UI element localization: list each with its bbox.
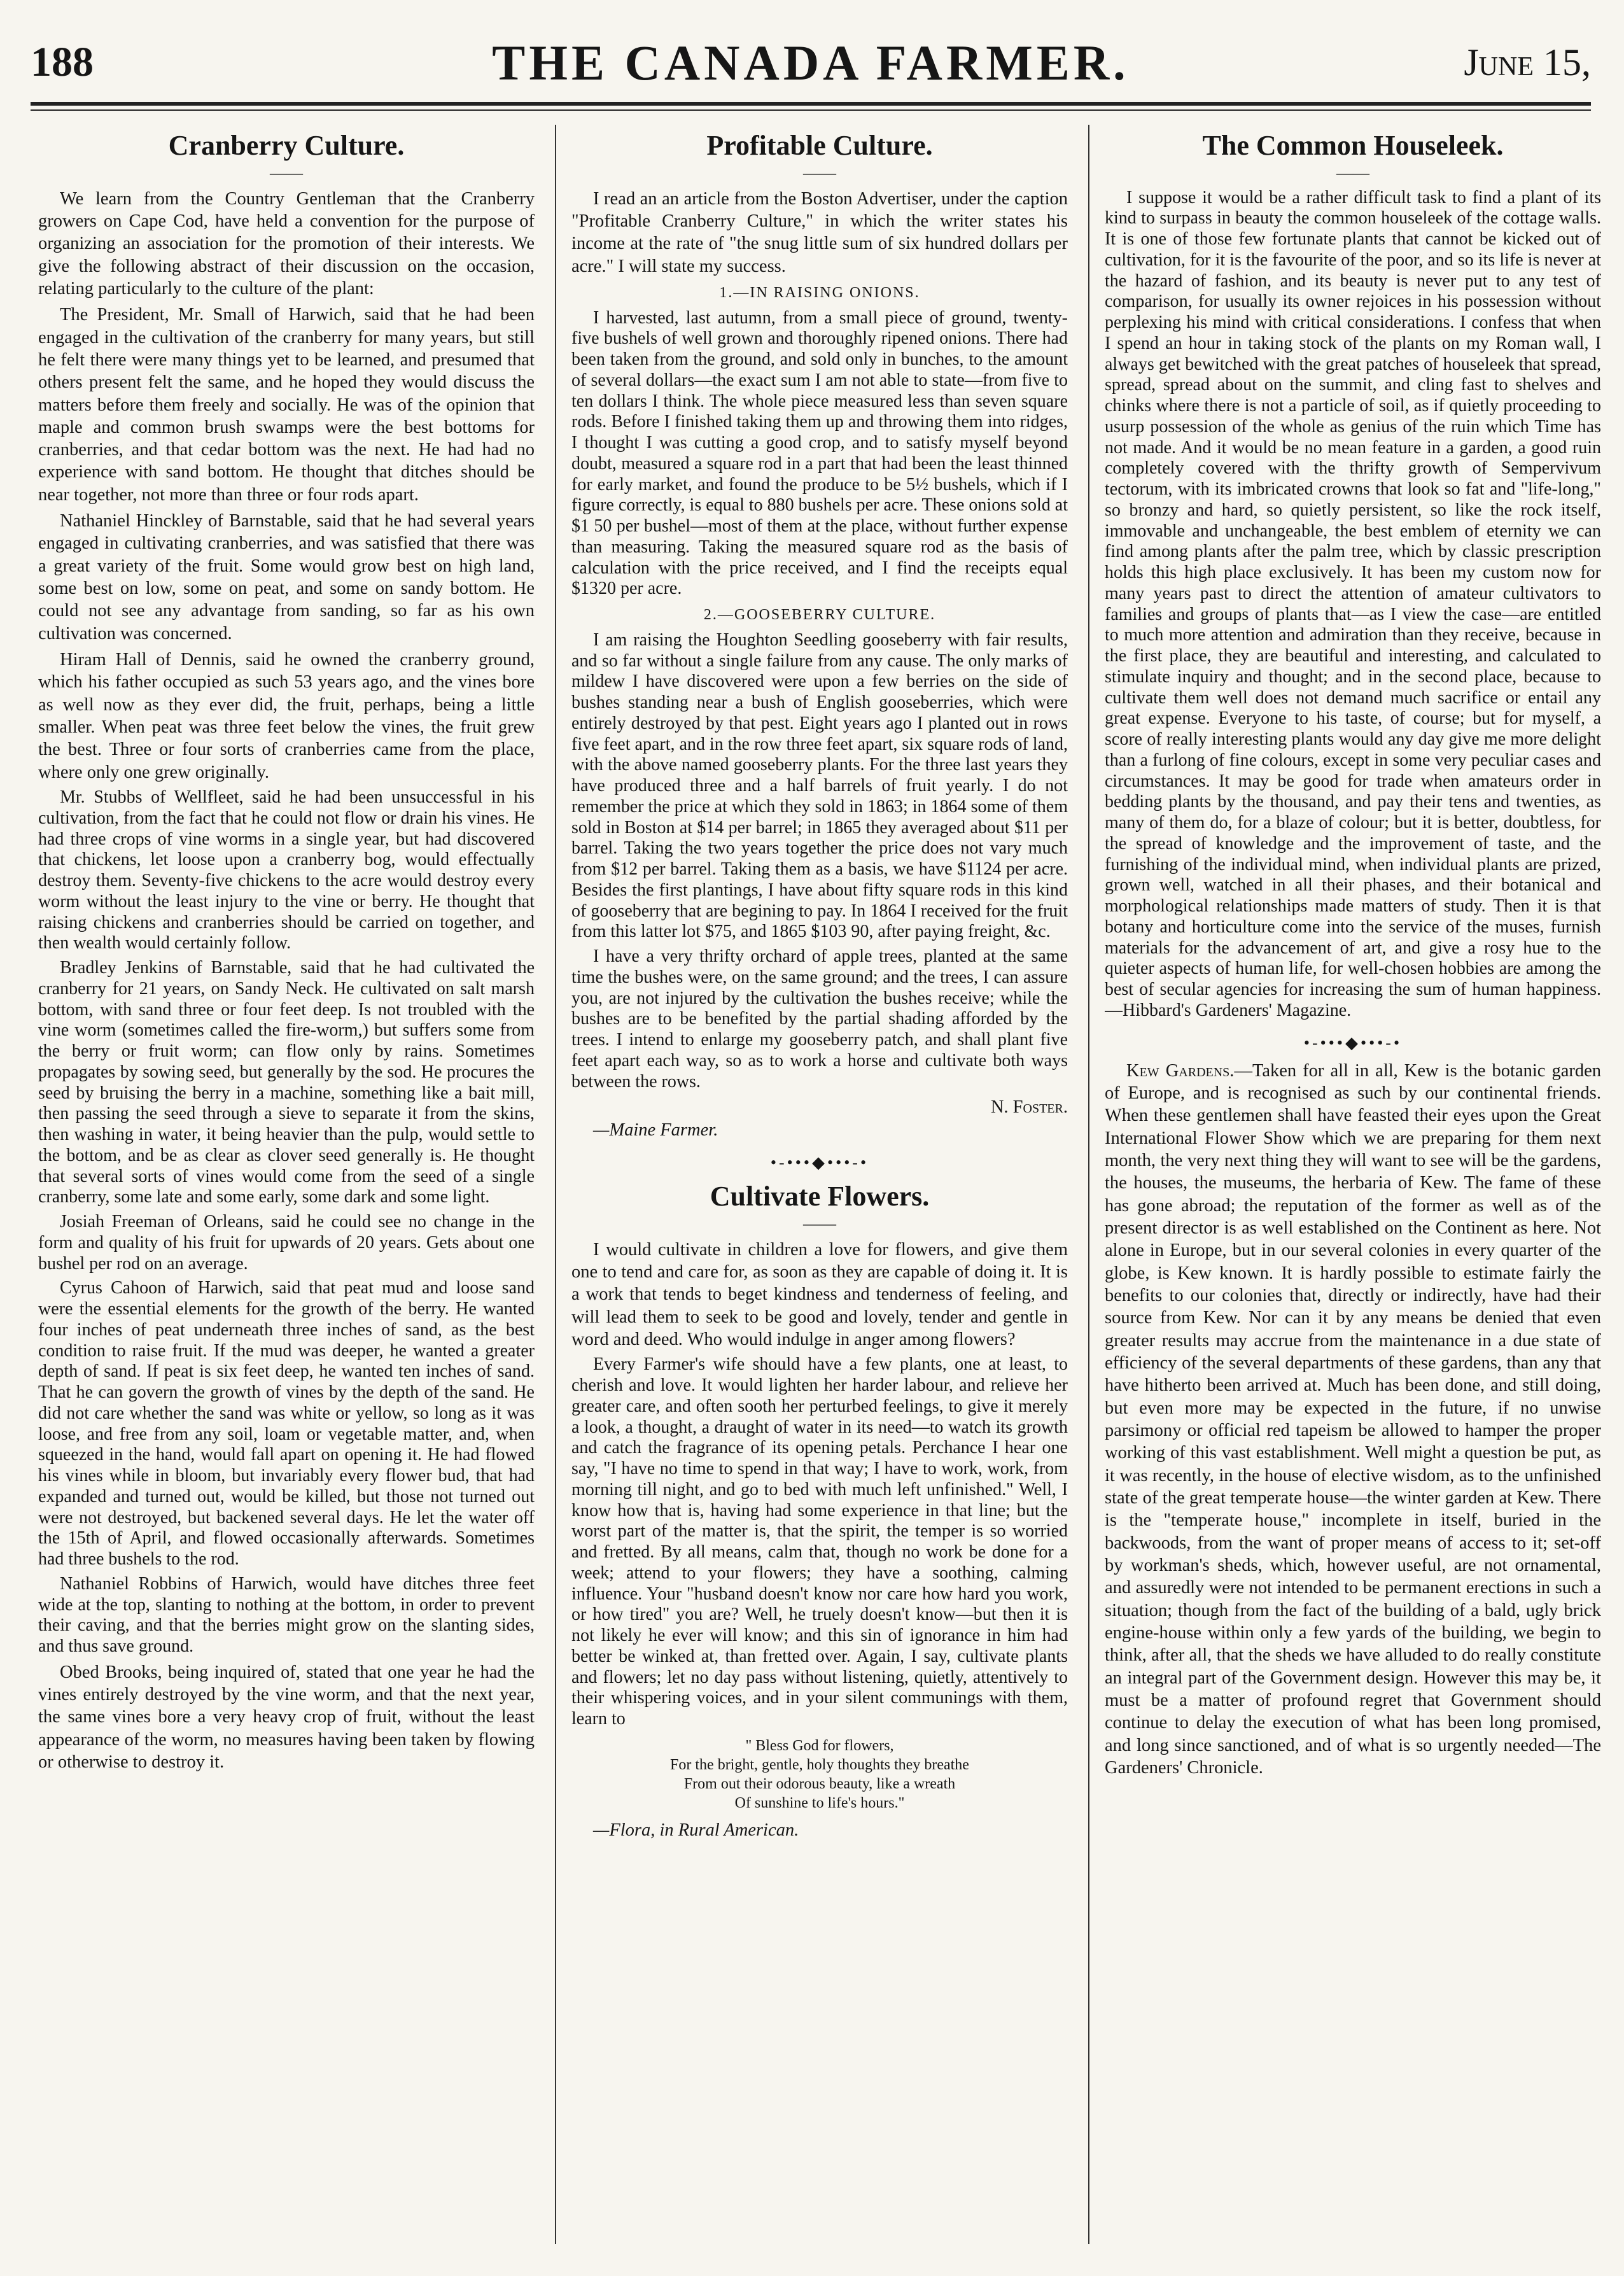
poem-line: From out their odorous beauty, like a wreath [683,1775,956,1792]
article-paragraph: I harvested, last autumn, from a small piece of ground, twenty-five bushels of well grown and thoroughly ripened onions. There had been taken from the ground, and sold only in bunches, to the amount of several dollars—the exact sum I am not able to state—from five to ten dollars I think. The whole piece measured less than seven square rods. Before I finished taking them up and throwing them into ridges, I thought I was cutting a good crop, and to satisfy myself beyond doubt, measured a square rod in a part that had been the least thinned for early market, and found the produce to be 5½ bushels, which if I figure correctly, is equal to 880 bushels per acre. These onions sold at $1 50 per bushel—most of them at the place, without further expense than measuring. Taking the measured square rod as the basis of calculation with the price received, and I find the receipts equal $1320 per acre. [571,307,1068,599]
article-title: The Common Houseleek. [1202,130,1504,161]
article-paragraph: Hiram Hall of Dennis, said he owned the cranberry ground, which his father occupied as such 53 years ago, and the vines bore as well now as they ever did, the fruit, perhaps, being a little smaller. When peat was three feet below the vines, the fruit grew the best. Three or four sorts of cranberries came from the place, where only one grew originally. [38,650,535,782]
section-subheading: 2.—GOOSEBERRY CULTURE. [703,607,936,624]
article-paragraph: I suppose it would be a rather difficult task to find a plant of its kind to surpass in beauty the common houseleek of the cottage walls. It is one of those few fortunate plants that cannot be kicked out of cultivation, for it is the favourite of the poor, and so its life is never at the hazard of fashion, and its beauty is never put to any test of comparison, for usually its owner rejoices in his possession without perplexing his mind with critical considerations. I confess that when I spend an hour in taking stock of the plants on my Roman wall, I always get bewitched with the great patches of houseleek that spread, spread, spread about on the summit, and cling fast to shelves and chinks where there is not a particle of soil, as if quietly proceeding to usurp possession of the whole as genius of the ruin which Time has not made. And it would be no mean feature in a garden, a good ruin completely covered with the thrifty growth of Sempervivum tectorum, with its imbricated crowns that look so fat and "life-long," so bronzy and hard, so quietly persistent, so like the rock itself, immovable and unchangeable, the best emblem of eternity we can find among plants after the palm tree, which by classic prescription holds this high place exclusively. It has been my custom now for many years past to direct the attention of amateur cultivators to families and groups of plants that—as I view the case—are entitled to much more attention and admiration than they receive, because in the first place, they are beautiful and interesting, and calculated to stimulate inquiry and thought; and in the second place, because to cultivate them well does not demand much sacrifice or entail any great expense. Everyone to his taste, of course; but for myself, a score of really interesting plants would any day give me more delight than a furlong of fine colours, except in some very peculiar cases and circumstances. It may be good for trade when amateurs order in bedding plants by the thousand, and pay their tens and twenties, as many of them do, for a blaze of colour; but it is better, doubtless, for the spread of knowledge and the improvement of taste, and the furnishing of the individual mind, when individual plants are prized, grown well, watched in all their phases, and their botanical and morphological relationships made matters of study. Then it is that botany and horticulture come into the service of the muses, furnish materials for the advancement of art, and give a rosy hue to the quieter aspects of human life, for well-chosen hobbies are among the best of secular agencies for increasing the sum of human happiness.—Hibbard's Gardeners' Magazine. [1105,187,1601,1020]
kew-gardens-text: —Taken for all in all, Kew is the botanic garden of Europe, and is recognised as such by our continental friends. When these gentlemen shall have feasted their eyes upon the Great International Flower Show which we are preparing for them next month, the very next thing they will want to see will be the gardens, the houses, the museums, the herbaria of Kew. The fame of these has gone abroad; the reputation of the former as well as of the present director is as well established on the Continent as here. Not alone in Europe, but in our several colonies in every quarter of the globe, is Kew known. It is hardly possible to estimate fairly the benefits to our colonies that, directly or indirectly, have had their source from Kew. Nor can it by any means be denied that even greater results may accrue from the maintenance in a due state of efficiency of the several departments of these gardens, than any that have hitherto been arrived at. Much has been done, and still doing, but even more may be expected in the future, if no unwise parsimony or official red tapeism be allowed to hamper the proper working of this vast establishment. Well might a question be put, as it was recently, in the house of elective wisdom, as to the unfinished state of the great temperate house—the winter garden at Kew. There is the "temperate house," incomplete in itself, buried in the backwoods, from the want of proper means of access to it; set-off by workman's sheds, which, however useful, are not ornamental, and assuredly were not intended to be permanent erections in such a situation; though from the fact of the building of a bald, ugly brick engine-house within only a few yards of the building, we begin to think, after all, that the sheds we have alluded to do really constitute an integral part of the Government design. However this may be, it must be a matter of profound regret that Government should continue to delay the execution of what has been long promised, and long since sanctioned, and of what is so urgently needed—The Gardeners' Chronicle. [1105,1060,1601,1778]
source-credit: —Maine Farmer. [593,1120,718,1140]
article-paragraph [1105,1060,1601,1780]
source-credit: —Flora, in Rural American. [593,1820,799,1840]
article-paragraph: Nathaniel Robbins of Harwich, would have ditches three feet wide at the top, slanting to nothing at the bottom, in order to prevent their caving, and that the berries might grow on the slanting sides, and thus save ground. [38,1573,535,1657]
section-ornament: •-•••◆•••-• [770,1153,869,1172]
column-divider [555,125,556,2244]
article-title: Cultivate Flowers. [710,1181,930,1212]
section-subheading: 1.—IN RAISING ONIONS. [719,284,920,301]
article-paragraph: I have a very thrifty orchard of apple trees, planted at the same time the bushes were, on the same ground; and the trees, I can assure you, are not injured by the cultivation the bushes receive; while the bushes are to be benefited by the partial shading afforded by the trees. I intend to enlarge my gooseberry patch, and shall plant five feet apart each way, so as to work a horse and cultivate both ways between the rows. [571,946,1068,1092]
poem-line: " Bless God for flowers, [745,1737,894,1754]
page-header [31,25,1591,115]
poem-line: Of sunshine to life's hours." [734,1794,905,1811]
article-paragraph: Mr. Stubbs of Wellfleet, said he had been unsuccessful in his cultivation, from the fact that he could not flow or drain his vines. He had three crops of vine worms in a single year, but had discovered that chickens, let loose upon a cranberry bog, would effectually destroy them. Seventy-five chickens to the acre would destroy every worm without the least injury to the vine or berry. He thought that raising chickens and cranberries should be carried on together, and then wealth would certainly follow. [38,787,535,953]
article-paragraph: Nathaniel Hinckley of Barnstable, said that he had several years engaged in cultivating cranberries, and was satisfied that there was a great variety of the fruit. Some would grow best on high land, some best on low, some on peat, and some on sandy bottom. He could not see any advantage from sanding, so far as his own cultivation was concerned. [38,511,535,643]
article-paragraph: I am raising the Houghton Seedling gooseberry with fair results, and so far without a single failure from any cause. The only marks of mildew I have discovered were upon a few berries on the side of bushes standing near a bush of English gooseberries, which were entirely destroyed by that pest. Eight years ago I planted out in rows five feet apart, and in the row three feet apart, six square rods of land, with the above named gooseberry plants. For the three last years they have produced three and a half barrels of fruit yearly. I do not remember the price at which they sold in 1863; in 1864 some of them sold in Boston at $14 per barrel; in 1865 they averaged about $11 per barrel. Taking the two years together the price does not vary much from $12 per barrel. Taking them as a basis, we have $1124 per acre. Besides the first plantings, I have about fifty square rods in this kind of gooseberry that are begining to pay. In 1864 I received for the fruit from this latter lot $75, and 1865 $103 90, after paying freight, &c. [571,629,1068,942]
title-dash: —— [803,1214,836,1233]
column-profitable-culture [571,125,1068,2244]
article-title: Cranberry Culture. [168,130,405,161]
article-paragraph: We learn from the Country Gentleman that the Cranberry growers on Cape Cod, have held a convention for the purpose of organizing an association for the promotion of their interests. We give the following abstract of their discussion on the occasion, relating particularly to the culture of the plant: [38,188,535,299]
poem-line: For the bright, gentle, holy thoughts they breathe [670,1756,969,1773]
article-paragraph: Bradley Jenkins of Barnstable, said that he had cultivated the cranberry for 21 years, on Sandy Neck. He cultivated on salt marsh bottom, with sand three or four feet deep. Is not troubled with the vine worm (sometimes called the fire-worm,) but suffers some from the berry or fruit worm; can flow only by rains. Sometimes propagates by sowing seed, but generally by the sod. He procures the seed by bruising the berry in a machine, something like a bait mill, then passing the seed through a sieve to separate it from the skins, then washing in water, it being heavier than the pulp, would settle to the bottom, and be as clear as clover seed generally is. He thought that several sorts of vines would come from the seed of a single cranberry, some late and some early, some dark and some light. [38,958,535,1207]
article-paragraph: Every Farmer's wife should have a few plants, one at least, to cherish and love. It would lighten her harder labour, and relieve her greater care, and often sooth her perturbed feelings, to give it merely a look, a thought, a draught of water in its need—to watch its growth and catch the fragrance of its opening petals. Perchance I hear one say, "I have no time to spend in that way; I have to work, work, from morning till night, and go to bed with much left unfinished." Well, I know how that is, having had some experience in that line; but the worst part of the matter is, that the spirit, the temper is so worried and fretted. By all means, calm that, though no work be done for a week; attend to your flowers; they have a soothing, calming influence. Your "husband doesn't know nor care how hard you work, or how tired" you are? Well, he truely doesn't know—but then it is not likely he ever will know; and this sin of ignorance in him had better be winked at, than fretted over. Again, I say, cultivate plants and flowers; let no day pass without listening, quietly, attentively to their whispering voices, and in your silent communings with them, learn to [571,1354,1068,1729]
title-dash: —— [803,163,836,182]
article-title: Profitable Culture. [706,130,933,161]
article-paragraph: I would cultivate in children a love for flowers, and give them one to tend and care for, as soon as they are capable of doing it. It is a work that tends to beget kindness and tenderness of feeling, and will lead them to seek to be good and lovely, tender and gentle in word and deed. Who would indulge in anger among flowers? [571,1239,1068,1350]
author-signature: N. Foster. [990,1097,1068,1118]
column-divider [1088,125,1089,2244]
article-paragraph: Cyrus Cahoon of Harwich, said that peat mud and loose sand were the essential elements for the growth of the berry. He wanted four inches of peat underneath three inches of sand, as the best condition to raise fruit. If the mud was deeper, he wanted a greater depth of sand. If peat is six feet deep, he wanted ten inches of sand. That he can govern the growth of vines by the depth of the sand. He did not care whether the sand was white or yellow, so long as it was loose, and free from any soil, loam or vegetable matter, and, when squeezed in the hand, would fall apart on opening it. He had flowed his vines while in bloom, but invariably every flower bud, that had expanded and turned out, would be killed, but those not turned out were not destroyed, but backened several days. He let the water off the 15th of April, and flowed occasionally afterwards. Sometimes had three bushels to the rod. [38,1278,535,1570]
title-dash: —— [270,163,303,182]
article-paragraph: I read an an article from the Boston Advertiser, under the caption "Profitable Cranberry Culture," in which the writer states his income at the rate of "the snug little sum of six hundred dollars per acre." I will state my success. [571,188,1068,276]
masthead-title: THE CANADA FARMER. [492,35,1130,90]
header-rule-thick [31,102,1591,106]
article-paragraph: Obed Brooks, being inquired of, stated that one year he had the vines entirely destroyed by the vine worm, and that the next year, the same vines bore a very heavy crop of fruit, without the least appearance of the worm, no measures having been taken by flowing or otherwise to destroy it. [38,1662,535,1773]
section-ornament: •-•••◆•••-• [1303,1033,1403,1052]
header-rule-thin [31,109,1591,111]
title-dash: —— [1336,163,1369,182]
column-common-houseleek [1105,125,1601,2244]
column-cranberry-culture [38,125,535,2244]
article-paragraph: Josiah Freeman of Orleans, said he could see no change in the form and quality of his fruit for upwards of 20 years. Gets about one bushel per rod on an average. [38,1212,535,1274]
poem-verse [571,1736,1068,1813]
page-number: 188 [31,39,94,85]
kew-gardens-label: Kew Gardens. [1126,1060,1235,1081]
issue-date: June 15, [1464,41,1591,83]
article-paragraph: The President, Mr. Small of Harwich, said that he had been engaged in the cultivation of the cranberry for many years, but still he felt there were many things yet to be learned, and presumed that others present felt the same, and he hoped they would discuss the matters before them freely and socially. He was of the opinion that maple and common brush swamps were the best bottoms for cranberries, and that cedar bottom was the next. He had had no experience with sand bottom. He thought that ditches should be near together, not more than three or four rods apart. [38,305,535,505]
